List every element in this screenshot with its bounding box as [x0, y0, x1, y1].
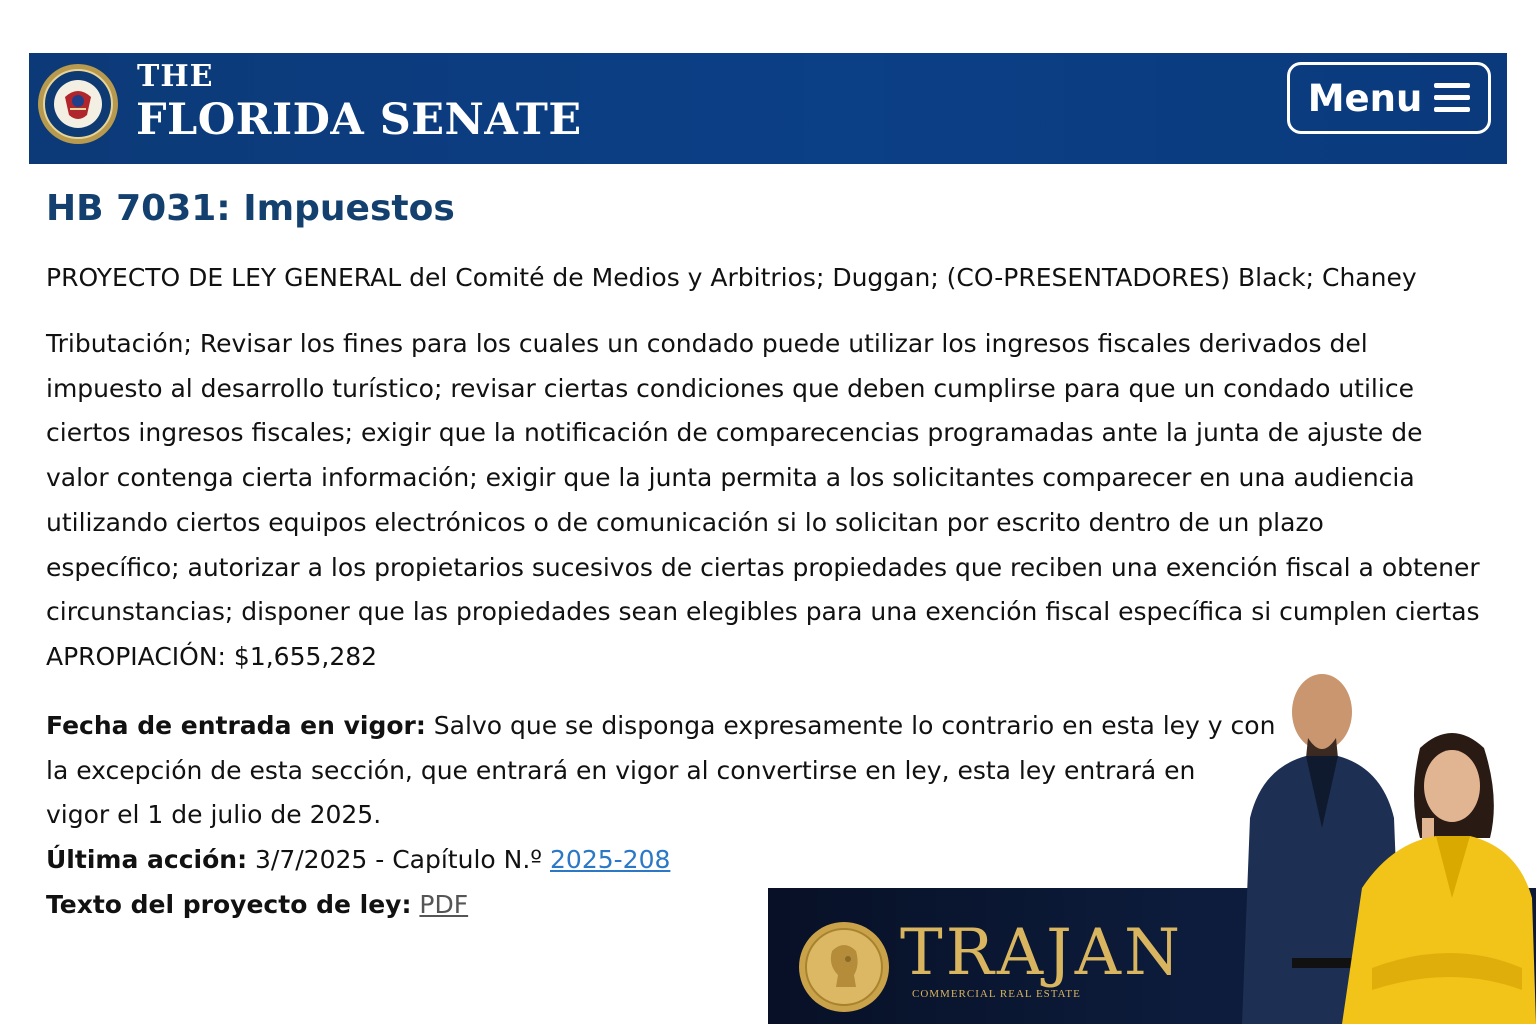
trajan-logo: TRAJAN: [900, 916, 1183, 990]
menu-label: Menu: [1307, 76, 1423, 120]
site-title[interactable]: FLORIDA SENATE: [136, 95, 582, 145]
senate-seal-icon[interactable]: [37, 63, 119, 145]
summary-line: ciertos ingresos fiscales; exigir que la notificación de comparecencias programadas ante la junta de ajuste de: [46, 418, 1423, 448]
trajan-tagline: COMMERCIAL REAL ESTATE: [912, 988, 1081, 1000]
bill-text-label: Texto del proyecto de ley:: [46, 889, 412, 919]
appropriation: APROPIACIÓN: $1,655,282: [46, 641, 378, 671]
chapter-link[interactable]: 2025-208: [550, 845, 671, 875]
site-header: [29, 53, 1507, 164]
summary-line: valor contenga cierta información; exigir que la junta permita a los solicitantes comparecer en una audiencia: [46, 463, 1415, 493]
summary-line: utilizando ciertos equipos electrónicos o de comunicación si lo solicitan por escrito dentro de un plazo: [46, 507, 1324, 537]
agents-photo: [1222, 668, 1536, 1024]
summary-line: Tributación; Revisar los fines para los cuales un condado puede utilizar los ingresos fiscales derivados del: [46, 329, 1368, 358]
roman-coin-icon: [798, 921, 890, 1013]
last-action-text: 3/7/2025 - Capítulo N.º: [247, 845, 551, 875]
bill-summary: [46, 322, 1536, 680]
effective-date-label: Fecha de entrada en vigor:: [46, 711, 426, 740]
page-title: HB 7031: Impuestos: [46, 188, 455, 229]
effective-date-line-3: vigor el 1 de julio de 2025.: [46, 800, 382, 830]
effective-date-line-2: la excepción de esta sección, que entrará en vigor al convertirse en ley, esta ley entrará en: [46, 755, 1196, 785]
bill-sponsors: PROYECTO DE LEY GENERAL del Comité de Medios y Arbitrios; Duggan; (CO-PRESENTADORES) Black; Chaney: [46, 263, 1417, 292]
summary-line: circunstancias; disponer que las propiedades sean elegibles para una exención fiscal específica si cumplen ciertas: [46, 597, 1480, 627]
menu-button[interactable]: [1287, 62, 1491, 134]
pdf-link[interactable]: PDF: [419, 889, 469, 919]
last-action: [46, 838, 1286, 883]
effective-date-text: Salvo que se disponga expresamente lo contrario en esta ley y con: [425, 711, 1276, 740]
brand-the: THE: [137, 59, 214, 94]
summary-line: impuesto al desarrollo turístico; revisar ciertas condiciones que deben cumplirse para que un condado utilice: [46, 373, 1414, 403]
summary-line: específico; autorizar a los propietarios sucesivos de ciertas propiedades que reciben una exención fiscal a obtener: [46, 552, 1480, 582]
last-action-label: Última acción:: [46, 845, 248, 875]
effective-date-line-1: [46, 704, 1286, 749]
hamburger-icon: [1434, 82, 1470, 114]
